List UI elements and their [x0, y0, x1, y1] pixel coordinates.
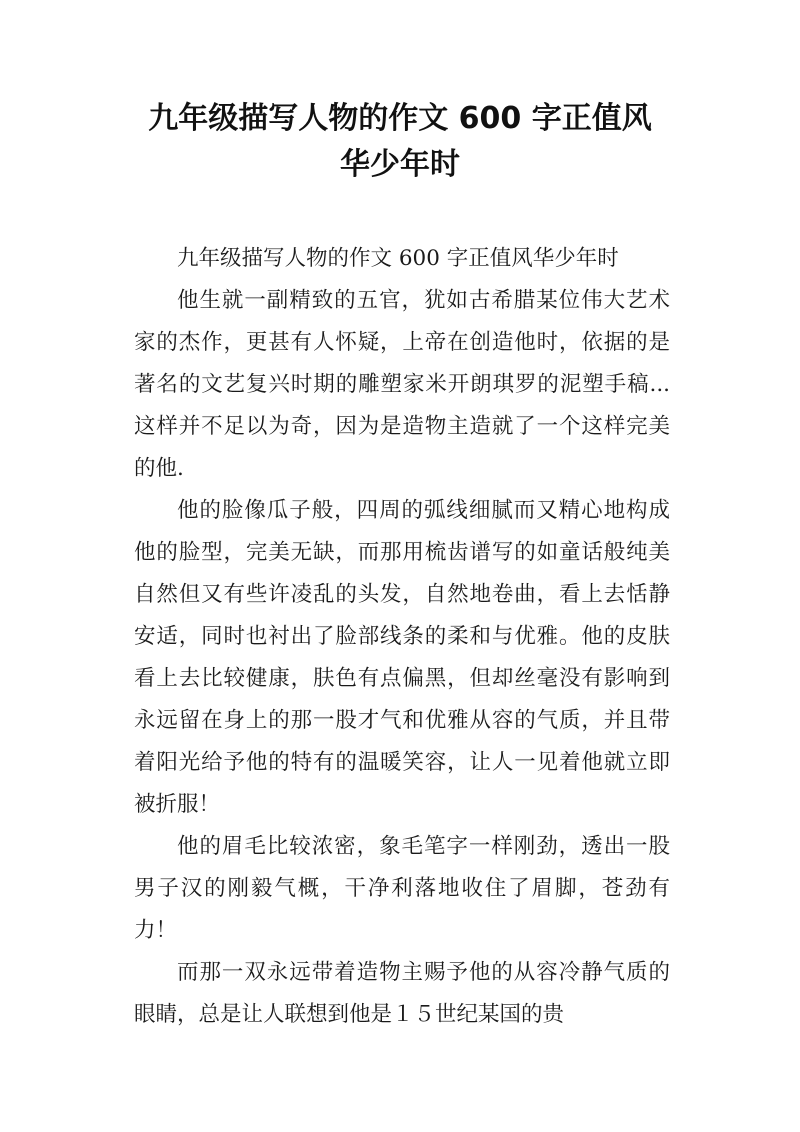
- title-line-1: 九年级描写人物的作文 600 字正值风: [148, 101, 652, 136]
- paragraph: 他的眉毛比较浓密，象毛笔字一样刚劲，透出一股男子汉的刚毅气概，干净利落地收住了眉脚，苍劲有力！: [134, 834, 670, 943]
- paragraph-subtitle: 九年级描写人物的作文 600 字正值风华少年时: [177, 246, 619, 271]
- document-body: [134, 238, 670, 1036]
- paragraph: 而那一双永远带着造物主赐予他的从容冷静气质的眼睛，总是让人联想到他是１５世纪某国的贵: [134, 960, 670, 1027]
- paragraph: 他的脸像瓜子般，四周的弧线细腻而又精心地构成他的脸型，完美无缺，而那用梳齿谱写的如童话般纯美自然但又有些许凌乱的头发，自然地卷曲，看上去恬静安适，同时也衬出了脸部线条的柔和与优雅。他的皮肤看上去比较健康，肤色有点偏黑，但却丝毫没有影响到永远留在身上的那一股才气和优雅从容的气质，并且带着阳光给予他的特有的温暖笑容，让人一见着他就立即被折服！: [134, 498, 670, 817]
- document-title: [100, 96, 700, 188]
- paragraph: 他生就一副精致的五官，犹如古希腊某位伟大艺术家的杰作，更甚有人怀疑，上帝在创造他时，依据的是著名的文艺复兴时期的雕塑家米开朗琪罗的泥塑手稿... 这样并不足以为奇，因为是造物主造就了一个这样完美的他.: [134, 288, 670, 481]
- title-line-2: 华少年时: [340, 147, 460, 182]
